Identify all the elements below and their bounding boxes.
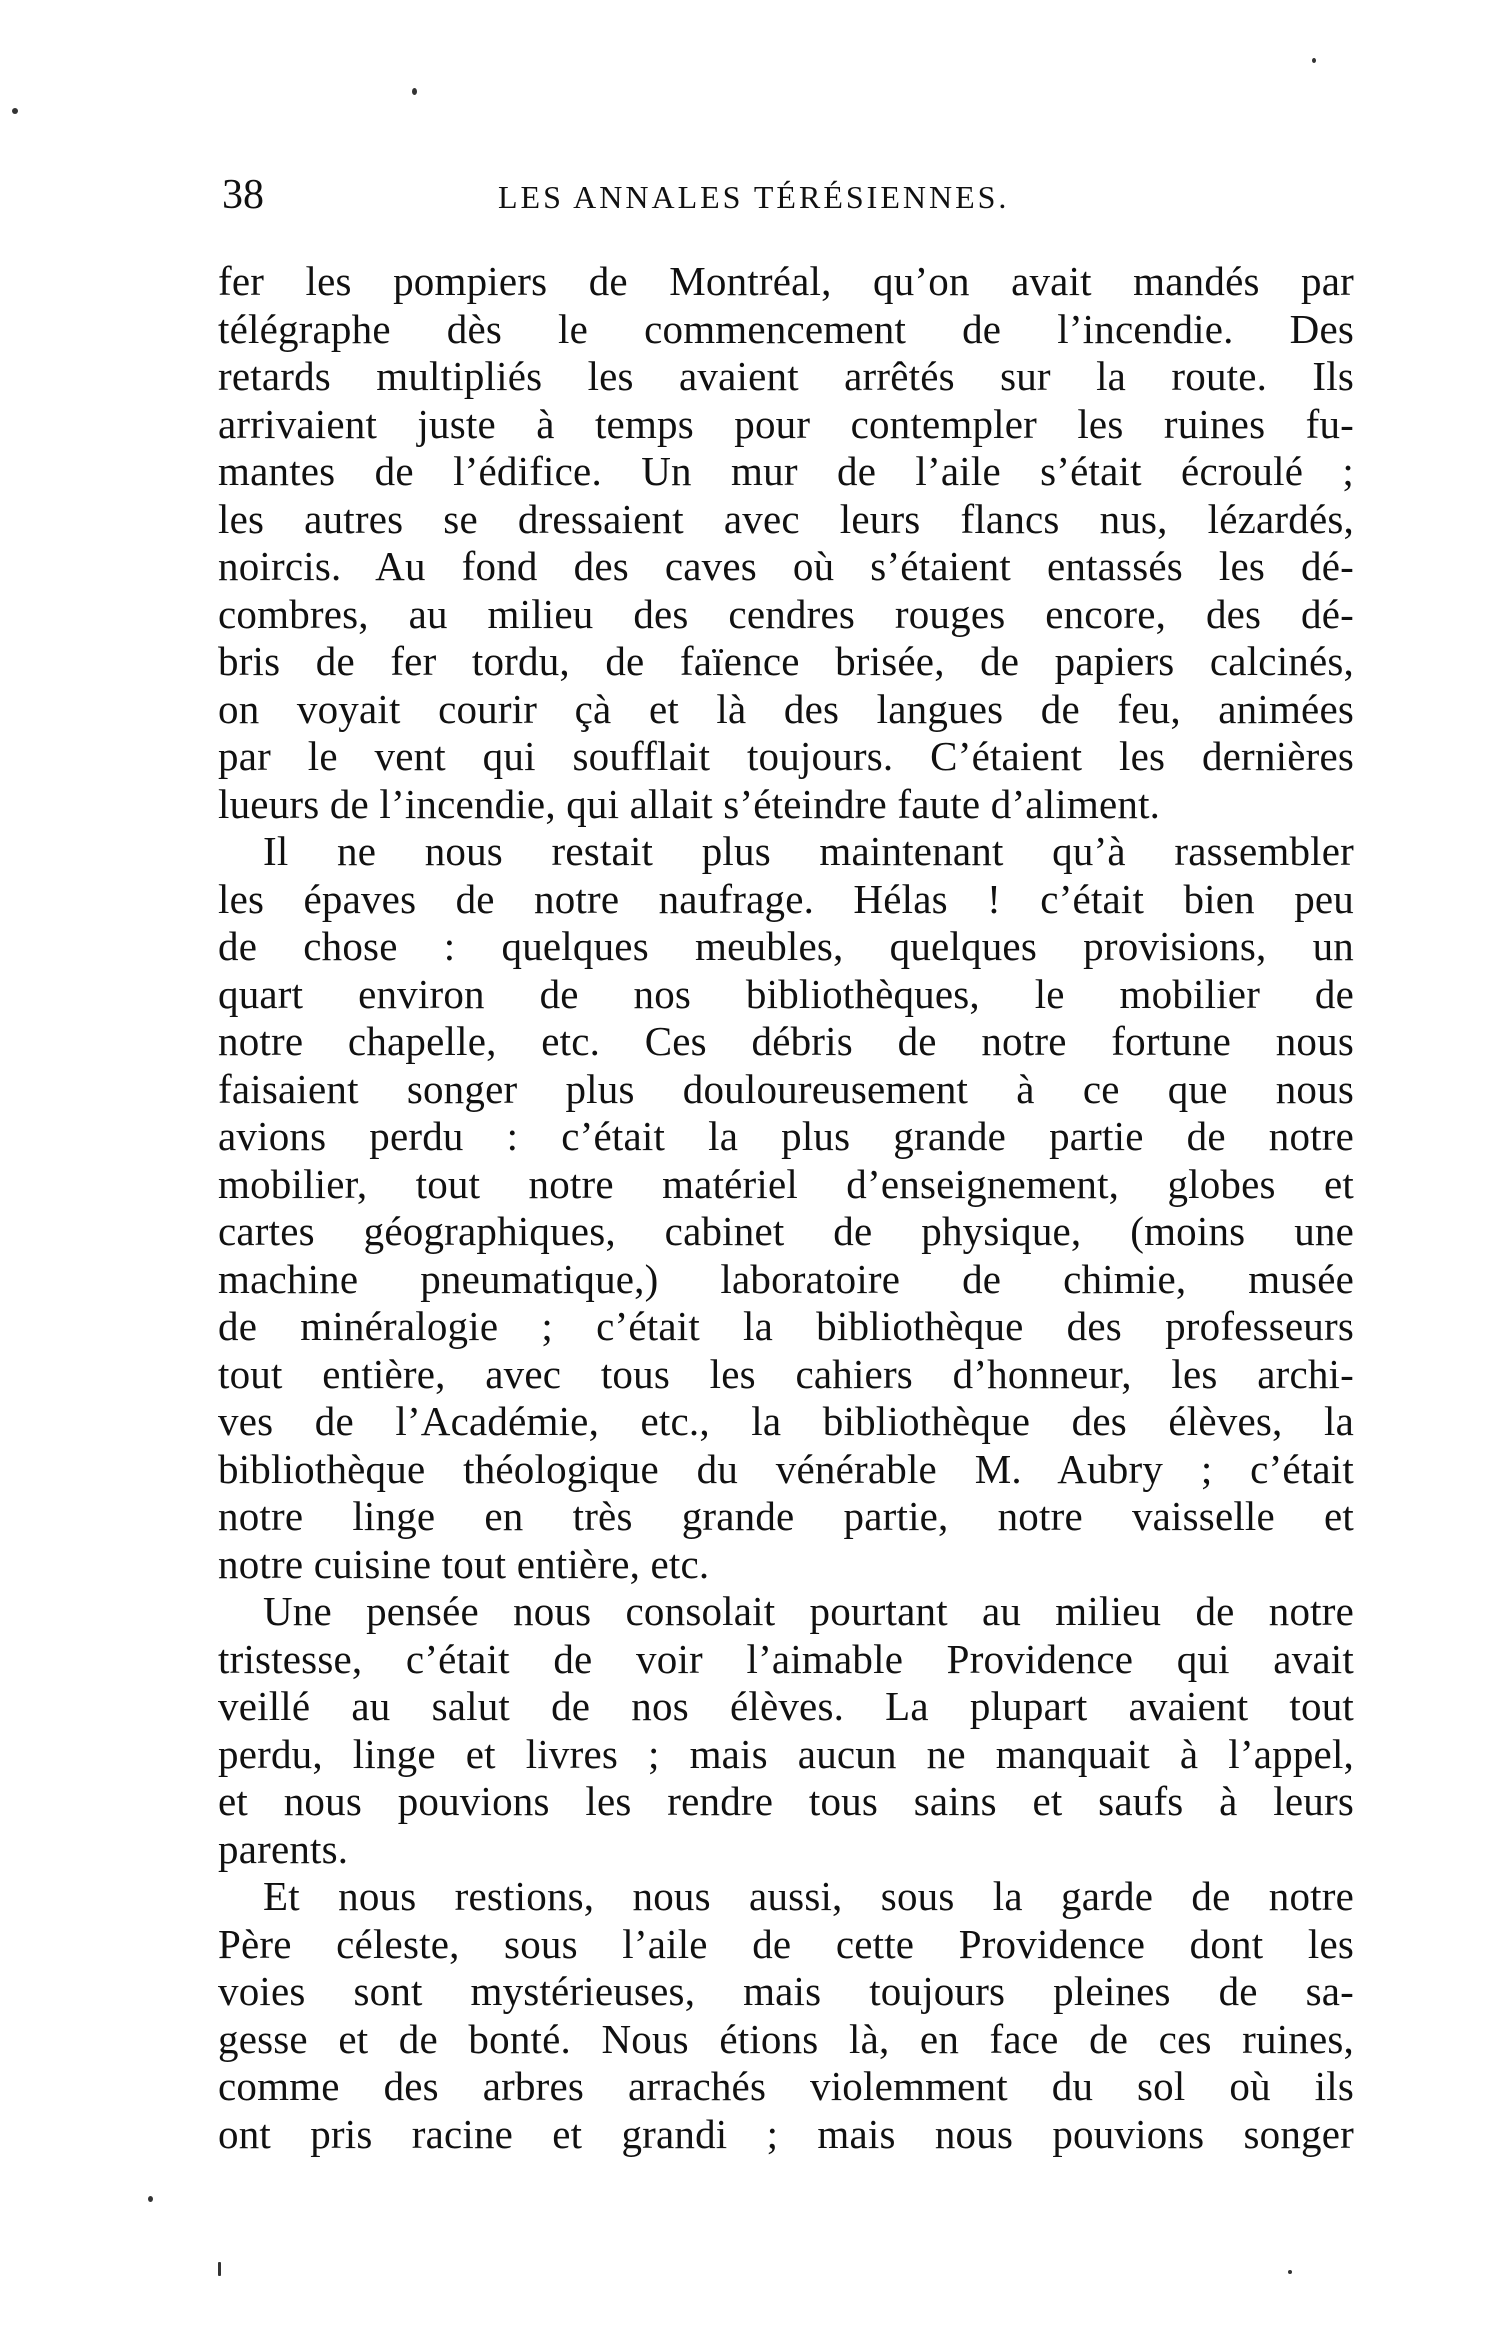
text-line: lueurs de l’incendie, qui allait s’éteindre faute d’aliment.: [218, 780, 1161, 827]
text-line: les épaves de notre naufrage. Hélas ! c’était bien peu: [218, 875, 1354, 922]
text-line: on voyait courir çà et là des langues de feu, animées: [218, 685, 1354, 732]
paragraph-first-line: Et nous restions, nous aussi, sous la garde de notre: [263, 1873, 1354, 1919]
text-line: perdu, linge et livres ; mais aucun ne manquait à l’appel,: [218, 1730, 1354, 1777]
text-line: faisaient songer plus douloureusement à ce que nous: [218, 1065, 1354, 1112]
text-line: retards multipliés les avaient arrêtés sur la route. Ils: [218, 353, 1354, 399]
text-line: voies sont mystérieuses, mais toujours pleines de sa-: [218, 1968, 1354, 2014]
text-line: par le vent qui soufflait toujours. C’étaient les dernières: [218, 733, 1354, 779]
text-line: noircis. Au fond des caves où s’étaient entassés les dé-: [218, 543, 1354, 589]
text-line: Père céleste, sous l’aile de cette Providence dont les: [218, 1920, 1354, 1967]
text-line: notre cuisine tout entière, etc.: [218, 1540, 710, 1587]
text-line: parents.: [218, 1825, 349, 1872]
scan-speck: [148, 2196, 153, 2202]
scan-speck: [412, 88, 417, 95]
text-line: ont pris racine et grandi ; mais nous pouvions songer: [218, 2110, 1354, 2157]
text-line: avions perdu : c’était la plus grande partie de notre: [218, 1113, 1354, 1159]
text-line: notre linge en très grande partie, notre vaisselle et: [218, 1493, 1354, 1539]
text-line: combres, au milieu des cendres rouges encore, des dé-: [218, 590, 1354, 637]
body-text: [218, 258, 1354, 2158]
page-number: 38: [222, 172, 264, 218]
scan-speck: [12, 108, 18, 114]
text-line: les autres se dressaient avec leurs flancs nus, lézardés,: [218, 495, 1354, 542]
text-line: ves de l’Académie, etc., la bibliothèque des élèves, la: [218, 1398, 1354, 1444]
text-line: télégraphe dès le commencement de l’incendie. Des: [218, 305, 1354, 352]
text-line: notre chapelle, etc. Ces débris de notre fortune nous: [218, 1018, 1354, 1064]
paragraph-first-line: Il ne nous restait plus maintenant qu’à rassembler: [263, 828, 1354, 874]
running-title: LES ANNALES TÉRÉSIENNES.: [498, 179, 1010, 215]
text-line: gesse et de bonté. Nous étions là, en face de ces ruines,: [218, 2015, 1354, 2062]
text-line: de minéralogie ; c’était la bibliothèque des professeurs: [218, 1303, 1354, 1349]
text-line: de chose : quelques meubles, quelques provisions, un: [218, 923, 1354, 969]
text-line: quart environ de nos bibliothèques, le mobilier de: [218, 970, 1354, 1017]
text-line: tout entière, avec tous les cahiers d’honneur, les archi-: [218, 1350, 1354, 1397]
scan-speck: [1312, 58, 1316, 63]
scan-speck: [1288, 2270, 1292, 2274]
text-line: cartes géographiques, cabinet de physique, (moins une: [218, 1208, 1354, 1254]
text-line: arrivaient juste à temps pour contempler les ruines fu-: [218, 400, 1354, 447]
text-line: machine pneumatique,) laboratoire de chimie, musée: [218, 1255, 1354, 1302]
text-line: mobilier, tout notre matériel d’enseignement, globes et: [218, 1160, 1354, 1207]
page-header: [222, 165, 1352, 225]
text-line: veillé au salut de nos élèves. La plupart avaient tout: [218, 1683, 1354, 1729]
text-line: bris de fer tordu, de faïence brisée, de papiers calcinés,: [218, 638, 1354, 684]
text-line: fer les pompiers de Montréal, qu’on avait mandés par: [218, 258, 1354, 304]
text-line: mantes de l’édifice. Un mur de l’aile s’était écroulé ;: [218, 448, 1354, 494]
text-line: tristesse, c’était de voir l’aimable Providence qui avait: [218, 1635, 1354, 1682]
text-line: comme des arbres arrachés violemment du sol où ils: [218, 2063, 1354, 2109]
scan-speck: [218, 2262, 221, 2276]
text-line: et nous pouvions les rendre tous sains et saufs à leurs: [218, 1778, 1354, 1824]
paragraph-first-line: Une pensée nous consolait pourtant au milieu de notre: [263, 1588, 1354, 1634]
text-line: bibliothèque théologique du vénérable M. Aubry ; c’était: [218, 1445, 1354, 1492]
